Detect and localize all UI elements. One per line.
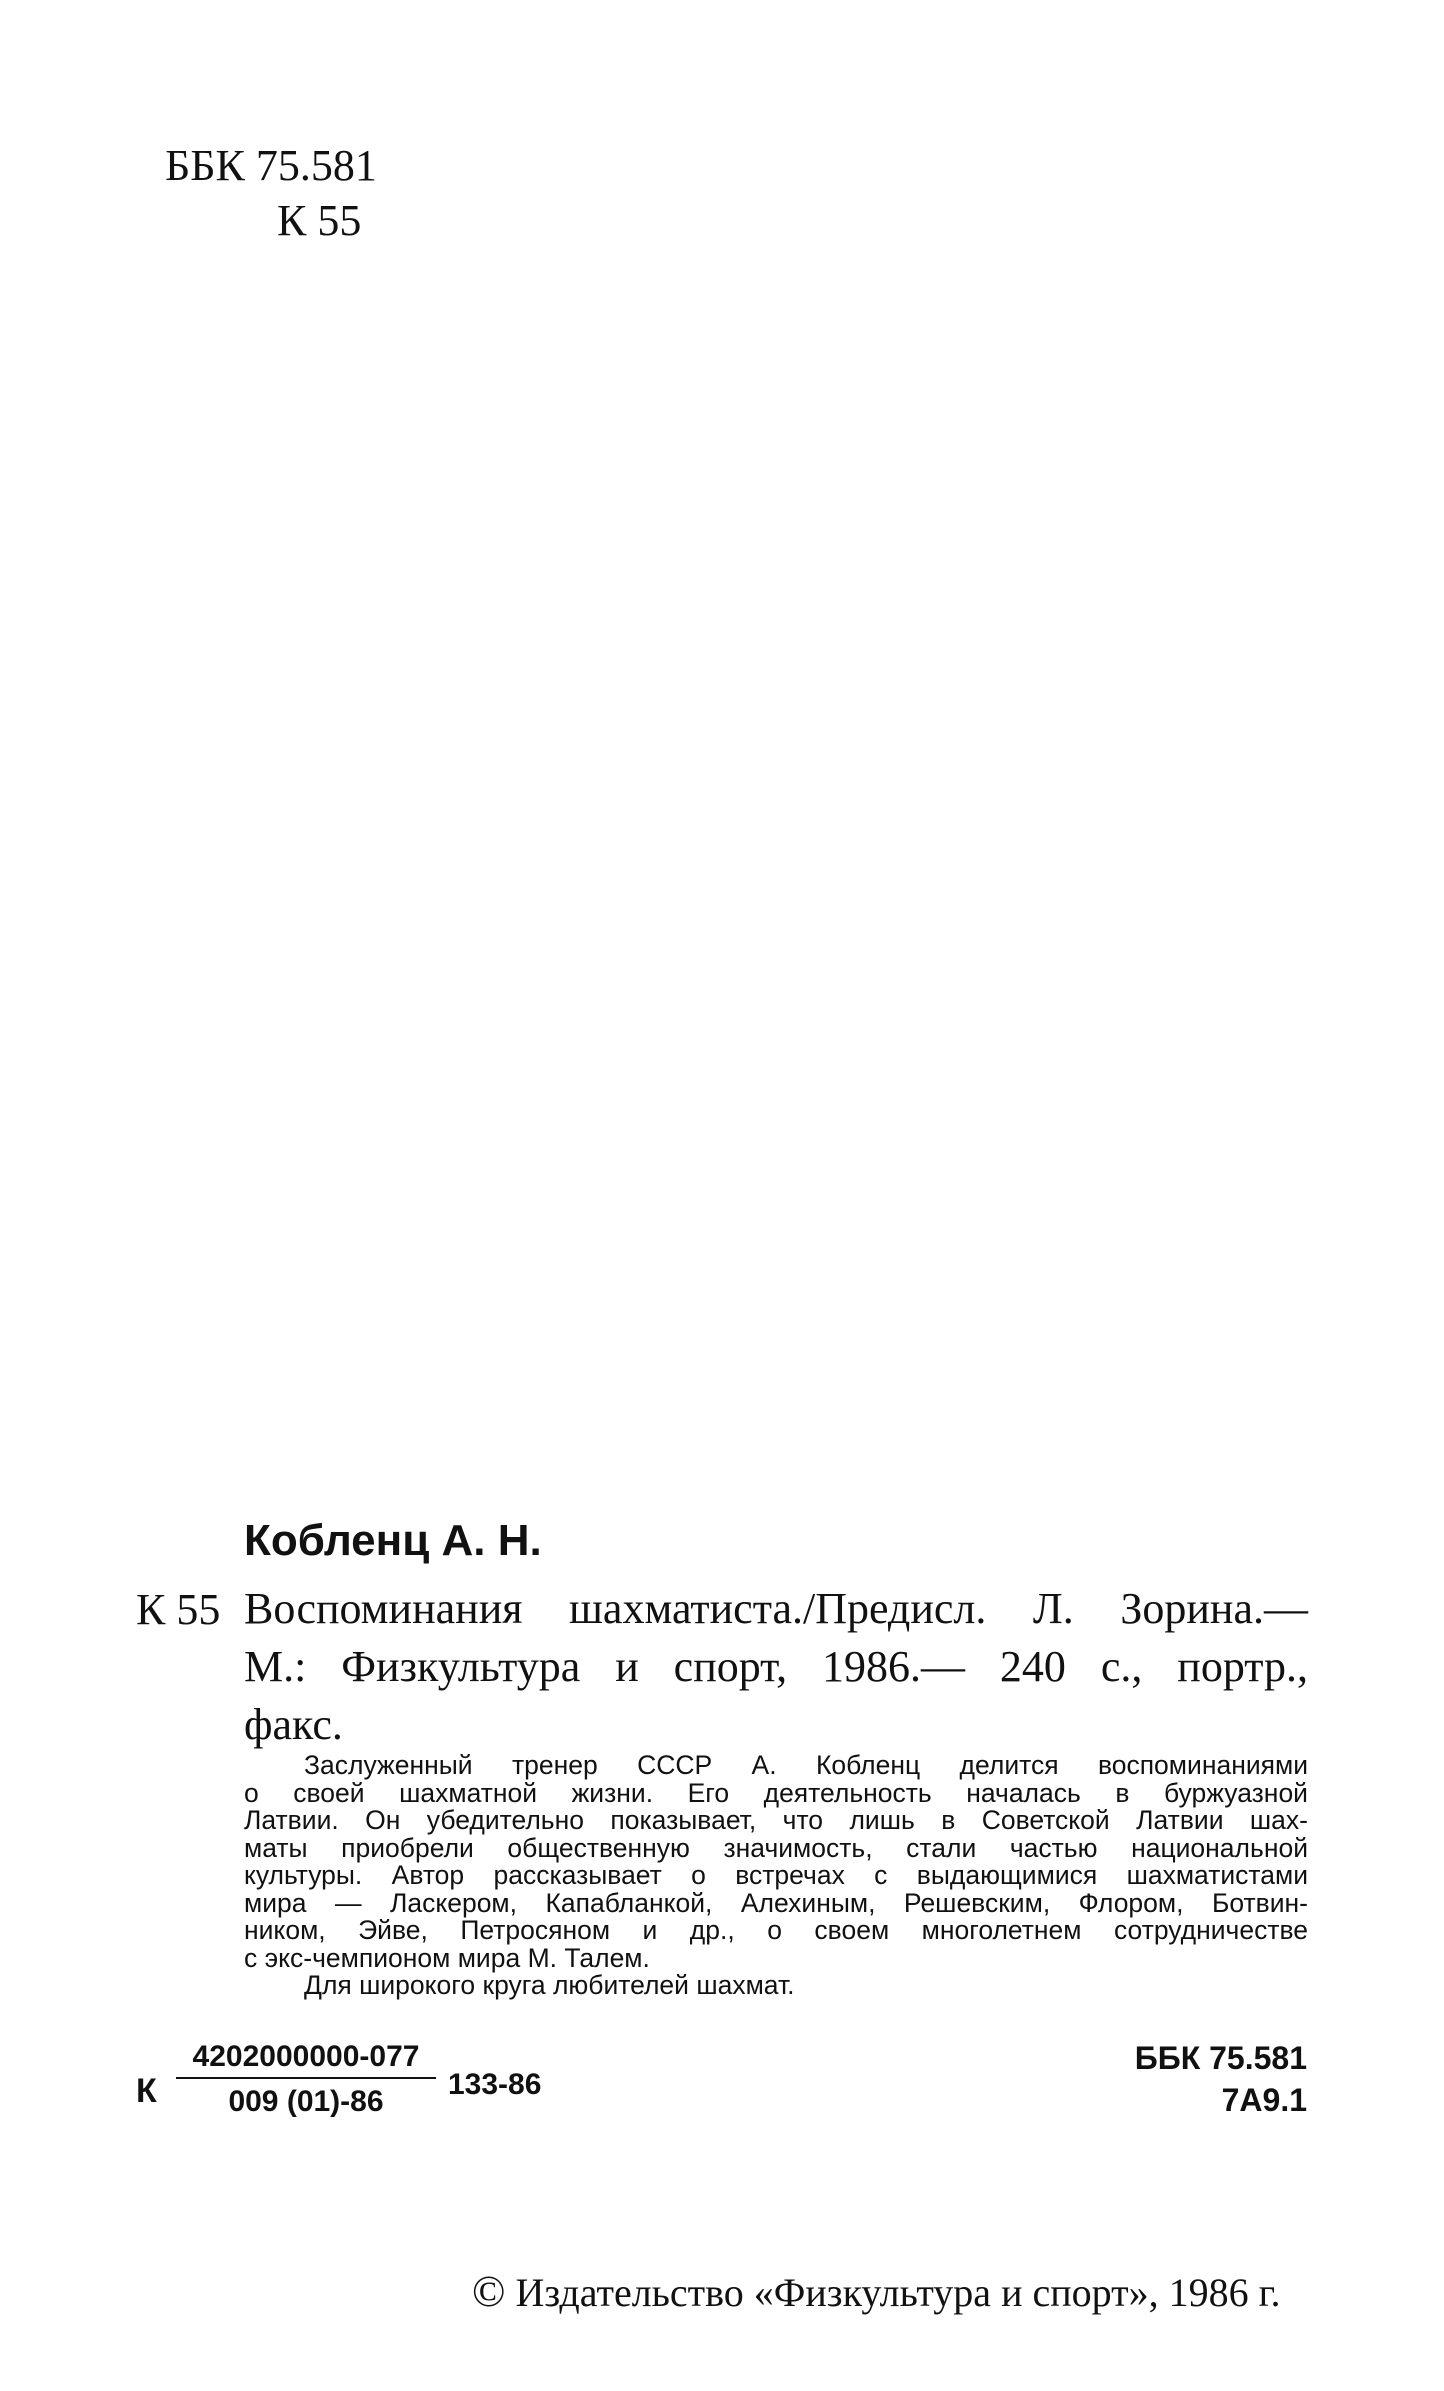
annotation-line: о своей шахматной жизни. Его деятельность началась в буржуазной [244, 1777, 1308, 1808]
copyright-text: Издательство «Физкультура и спорт», 1986 г. [515, 2270, 1281, 2315]
copyright-notice [472, 2266, 1280, 2317]
author-name: Кобленц А. Н. [244, 1516, 542, 1565]
code-letter: К [136, 2072, 157, 2110]
audience-note: Для широкого круга любителей шахмат. [304, 1970, 795, 2000]
title-line: М.: Физкультура и спорт, 1986.— 240 с., портр., [244, 1642, 1308, 1691]
catalog-index: К 55 [136, 1585, 221, 1634]
code-numerator: 4202000000-077 [176, 2040, 436, 2079]
annotation-line: мира — Ласкером, Капабланкой, Алехиным, Решевским, Флором, Ботвин- [244, 1887, 1308, 1918]
author-sign: К 55 [277, 196, 362, 245]
publication-code-fraction [176, 2040, 436, 2119]
plan-number: 133-86 [448, 2068, 542, 2101]
bbk-subcode: 7А9.1 [1221, 2082, 1307, 2118]
annotation [244, 1752, 1308, 2000]
bbk-classification: ББК 75.581 [165, 141, 377, 190]
annotation-line: ником, Эйве, Петросяном и др., о своем многолетнем сотрудничестве [244, 1915, 1308, 1945]
bibliographic-title [244, 1580, 1308, 1754]
code-denominator: 009 (01)-86 [228, 2085, 384, 2118]
title-line: факс. [244, 1700, 343, 1749]
bbk-code: ББК 75.581 [1134, 2040, 1307, 2076]
annotation-line: с экс-чемпионом мира М. Талем. [244, 1942, 650, 1973]
annotation-line: Заслуженный тренер СССР А. Кобленц делится воспоминаниями [304, 1750, 1308, 1780]
copyright-icon: © [472, 2267, 506, 2316]
annotation-line: маты приобрели общественную значимость, стали частью национальной [244, 1832, 1308, 1863]
title-line: Воспоминания шахматиста./Предисл. Л. Зорина.— [244, 1584, 1308, 1633]
annotation-line: культуры. Автор рассказывает о встречах с выдающимися шахматистами [244, 1860, 1308, 1890]
annotation-line: Латвии. Он убедительно показывает, что лишь в Советской Латвии шах- [244, 1805, 1308, 1835]
